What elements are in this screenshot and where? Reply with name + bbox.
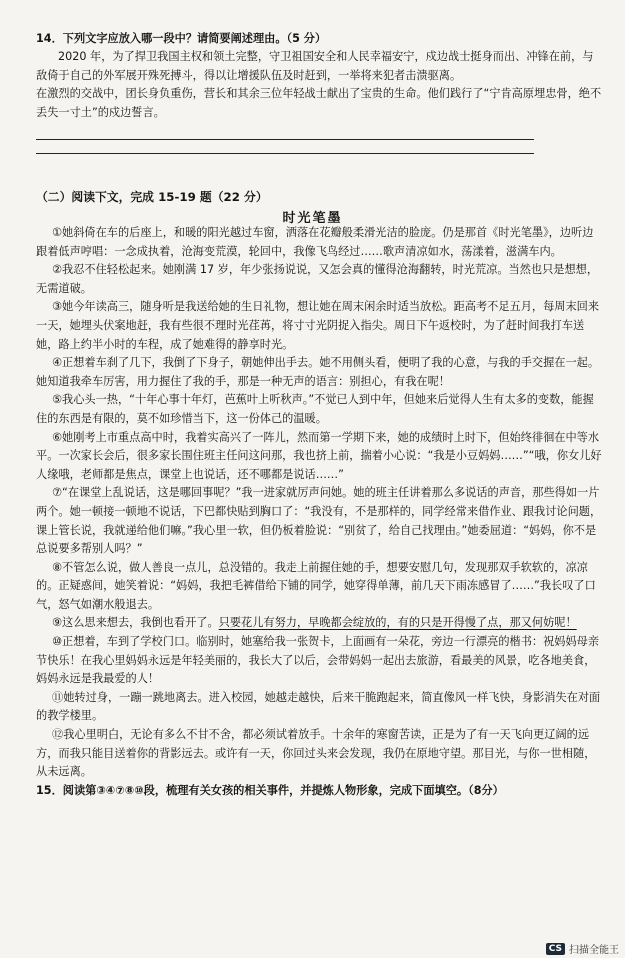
paragraph-9-text: ⑨这么思来想去，我倒也看开了。 (52, 616, 219, 630)
scanner-watermark (546, 941, 619, 956)
section-heading: （二）阅读下文，完成 15-19 题（22 分） (36, 190, 268, 204)
passage-paragraph-1: 2020 年，为了捍卫我国主权和领土完整，守卫祖国安全和人民幸福安宁，戍边战士挺身而出、冲锋在前，与敌倚于自己的外军展开殊死搏斗，得以让增援队伍及时赶到，一举将来犯者击溃驱离。 (36, 50, 594, 82)
paragraph-1: ①她斜倚在车的后座上，和暖的阳光越过车窗，洒落在花瓣般柔滑光洁的脸庞。仍是那首《时光笔墨》，边听边跟着低声哼唱：一念成执着，沧海变荒漠，轮回中，我像飞鸟经过……歌声清凉如水，荡漾着，滋满车内。 (36, 226, 594, 258)
paragraph-11: ⑪她转过身，一蹦一跳地离去。进入校园，她越走越快，后来干脆跑起来，简直像风一样飞快，身影消失在对面的教学楼里。 (36, 690, 601, 723)
article-title: 时光笔墨 (282, 211, 343, 226)
paragraph-6: ⑥她刚考上市重点高中时，我着实高兴了一阵儿，然而第一学期下来，她的成绩时上时下，但始终徘徊在中等水平。一次家长会后，很多家长围住班主任问这问那，我也挤上前，揣着小心说：“我是小豆妈妈……”“哦，你女儿好人缘哦，老师都是焦点，课堂上也说话，还不哪都是说话……” (36, 430, 602, 481)
article-body (36, 224, 602, 800)
paragraph-4: ④正想着车刹了几下，我倒了下身子，朝她伸出手去。她不用侧头看，便明了我的心意，与我的手交握在一起。她知道我牵车厉害，用力握住了我的手，那是一种无声的语言：别担心，有我在呢！ (36, 356, 600, 388)
answer-line-1 (36, 139, 534, 140)
question-14-heading: 14．下列文字应放入哪一段中？请简要阐述理由。（5 分） (36, 32, 327, 45)
watermark-text: 扫描全能王 (569, 945, 619, 956)
answer-line-2 (36, 153, 534, 154)
paragraph-12: ⑫我心里明白，无论有多么不甘不舍，都必须试着放手。十余年的寒窗苦读，正是为了有一天飞向更辽阔的远方，而我只能目送着你的背影远去。或许有一天，你回过头来会发现，我仍在原地守望。那目光，与你一世相随，从未远离。 (36, 728, 596, 779)
question-15: 15．阅读第③④⑦⑧⑩段，梳理有关女孩的相关事件，并提炼人物形象，完成下面填空。（8分） (36, 783, 504, 797)
paragraph-7: ⑦“在课堂上乱说话，这是哪回事呢？”我一进家就厉声问她。她的班主任讲着那么多说话的声音，那些得如一片两个。她一顿接一顿地不说话，下巴都快贴到胸口了：“我没有，不是那样的，同学经常来借作业、跟我讨论问题，课上管长说，我就递给他们嘛。”我心里一软，但仍板着脸说：“别贫了，给自己找理由。”她委屈道：“妈妈，你不是总说要多帮别人吗？” (36, 486, 602, 556)
paragraph-9 (36, 614, 602, 633)
paragraph-5: ⑤我心头一热，“十年心事十年灯，芭蕉叶上听秋声。”不觉已人到中年，但她来后觉得人生有太多的变数，能握住的东西是有限的，莫不如珍惜当下，这一份体己的温暖。 (36, 393, 594, 425)
paragraph-3: ③她今年读高三，随身听是我送给她的生日礼物，想让她在周末闲余时适当放松。距高考不足五月，每周末回来一天，她埋头伏案地赶，我有些很不理时光荏苒，将寸寸光阴捉入指尖。周日下午返校时，为了赶时间我打车送她，路上约半小时的车程，成了她难得的静享时光。 (36, 300, 600, 351)
question-14-passage (36, 48, 602, 122)
paragraph-10: ⑩正想着，车到了学校门口。临别时，她塞给我一张贺卡，上面画有一朵花，旁边一行漂亮的楷书：祝妈妈母亲节快乐！在我心里妈妈永远是年轻美丽的，我长大了以后，会带妈妈一起出去旅游，看最美的风景，吃各地美食，妈妈永远是我最爱的人！ (36, 635, 600, 686)
paragraph-2: ②我忍不住轻松起来。她刚满 17 岁，年少张扬说说，又怎会真的懂得沧海翻转，时光荒凉。当然也只是想想，无需道破。 (36, 263, 599, 295)
question-14 (36, 30, 602, 49)
underlined-sentence: 只要花儿有努力，早晚都会绽放的，有的只是开得慢了点，那又何妨呢！ (218, 616, 577, 630)
camscanner-logo-icon: CS (546, 943, 565, 955)
passage-paragraph-2: 在激烈的交战中，团长身负重伤，营长和其余三位年轻战士献出了宝贵的生命。他们践行了“宁肯高原埋忠骨，绝不丢失一寸土”的戍边誓言。 (36, 87, 602, 119)
paragraph-8: ⑧不管怎么说，做人善良一点儿，总没错的。我走上前握住她的手，想要安慰几句，发现那双手软软的，凉凉的。正疑惑间，她笑着说：“妈妈，我把毛裤借给下铺的同学，她穿得单薄，前几天下雨冻感冒了……”我长叹了口气，怒气如潮水般退去。 (36, 560, 596, 611)
